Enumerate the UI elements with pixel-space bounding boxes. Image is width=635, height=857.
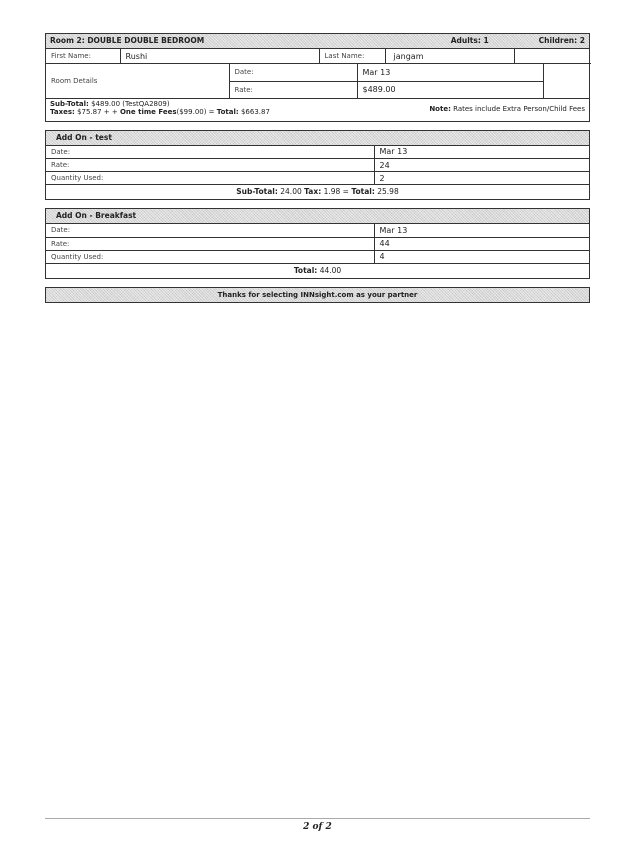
room-date-label: Date: bbox=[229, 64, 357, 81]
addon-qty-value: 2 bbox=[374, 172, 589, 185]
rates-note: Note: Rates include Extra Person/Child Fees bbox=[429, 104, 585, 113]
room-details-table bbox=[46, 64, 589, 99]
room-rate-label: Rate: bbox=[229, 81, 357, 98]
guest-table bbox=[46, 49, 591, 64]
addon-breakfast-total: Total: 44.00 bbox=[293, 265, 342, 275]
addon-test-table bbox=[46, 146, 589, 186]
room-details-label: Room Details bbox=[46, 64, 229, 98]
addon-date-value: Mar 13 bbox=[374, 146, 589, 159]
room-title: Room 2: DOUBLE DOUBLE BEDROOM bbox=[50, 36, 205, 45]
room-rate-value: $489.00 bbox=[357, 81, 543, 98]
adults-count: Adults: 1 bbox=[450, 36, 489, 45]
addon-test-total: Sub-Total: 24.00 Tax: 1.98 = Total: 25.98 bbox=[236, 187, 399, 196]
last-name-label: Last Name: bbox=[320, 49, 386, 63]
room-total-line: Taxes: $75.87 + + One time Fees($99.00) = Total: $663.87 bbox=[50, 107, 270, 116]
addon-qty-value: 4 bbox=[374, 250, 589, 263]
room-header bbox=[46, 34, 589, 49]
addon-rate-label: Rate: bbox=[46, 159, 374, 172]
addon-date-label: Date: bbox=[46, 224, 374, 237]
last-name-value: jangam bbox=[393, 51, 424, 61]
addon-breakfast-table bbox=[46, 224, 589, 264]
room-summary bbox=[46, 99, 589, 121]
addon-rate-value: 24 bbox=[374, 159, 589, 172]
addon-test-section bbox=[45, 130, 590, 201]
addon-date-label: Date: bbox=[46, 146, 374, 159]
addon-breakfast-header: Add On - Breakfast bbox=[46, 209, 589, 224]
addon-rate-value: 44 bbox=[374, 237, 589, 250]
room-subtotal: Sub-Total: $489.00 (TestQA2809) bbox=[50, 99, 170, 108]
addon-date-value: Mar 13 bbox=[374, 224, 589, 237]
addon-qty-label: Quantity Used: bbox=[46, 172, 374, 185]
addon-test-header: Add On - test bbox=[46, 131, 589, 146]
addon-rate-label: Rate: bbox=[46, 237, 374, 250]
first-name-label: First Name: bbox=[46, 49, 120, 64]
invoice-page bbox=[45, 33, 590, 303]
children-count: Children: 2 bbox=[538, 36, 585, 45]
page-number: 2 of 2 bbox=[45, 818, 590, 832]
first-name-value: Rushi bbox=[120, 49, 319, 64]
addon-breakfast-section bbox=[45, 208, 590, 279]
thanks-banner: Thanks for selecting INNsight.com as your partner bbox=[45, 287, 590, 303]
addon-qty-label: Quantity Used: bbox=[46, 250, 374, 263]
room-date-value: Mar 13 bbox=[357, 64, 543, 81]
room-section bbox=[45, 33, 590, 122]
